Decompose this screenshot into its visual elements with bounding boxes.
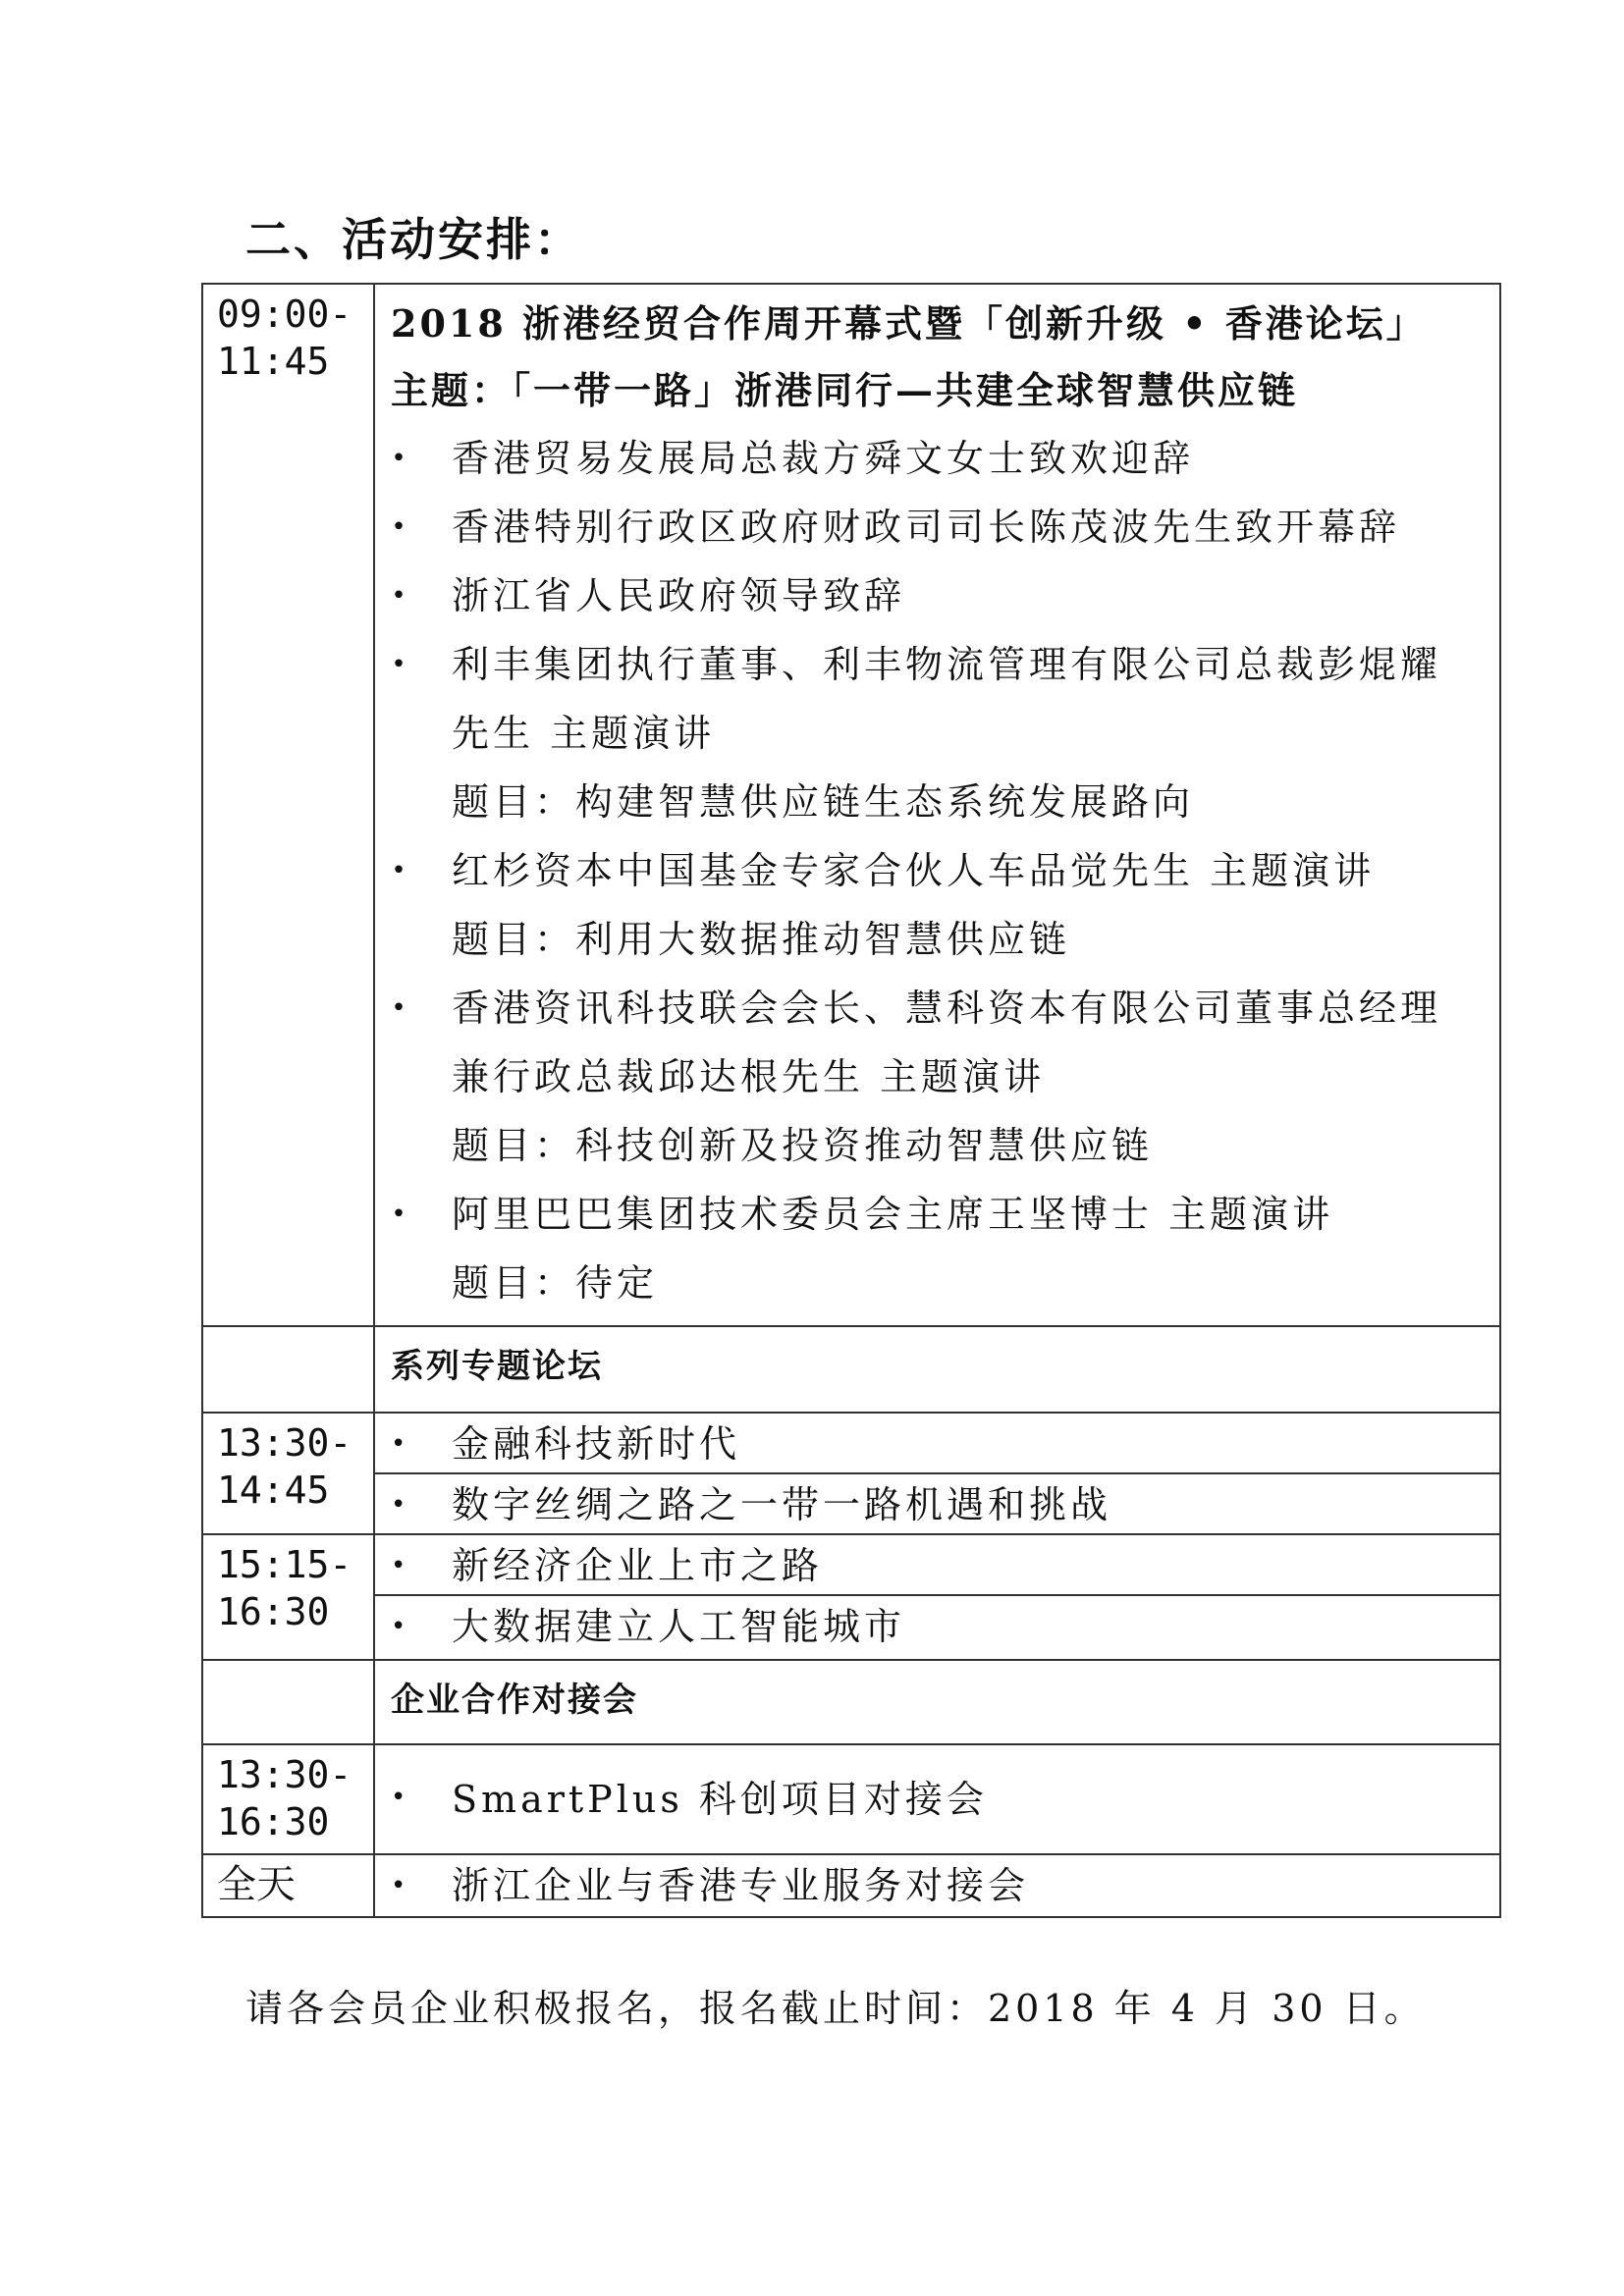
agenda-item-text: 浙江省人民政府领导致辞 [452,574,906,617]
opening-theme: 主题：「一带一路」浙港同行—共建全球智慧供应链 [391,368,1299,412]
forum-session-time-cell [202,1534,374,1660]
agenda-item [391,630,1488,836]
matchmaking-header-row [202,1660,1500,1744]
forum-group-title: 系列专题论坛 [391,1347,603,1386]
forum-session-row [202,1595,1500,1660]
agenda-item-text: 香港特别行政区政府财政司司长陈茂波先生致开幕辞 [452,506,1401,549]
registration-note: 请各会员企业积极报名，报名截止时间：2018 年 4 月 30 日。 [245,1987,1426,2030]
matchmaking-header-cell [374,1660,1500,1744]
bullet-icon: • [391,1783,410,1812]
bullet-icon: • [391,444,410,473]
agenda-item-text: 利丰集团执行董事、利丰物流管理有限公司总裁彭焜耀 [452,643,1442,686]
bullet-icon: • [391,581,410,611]
forum-item: 金融科技新时代 [452,1422,741,1466]
matchmaking-time: 全天 [217,1862,296,1907]
agenda-item-detail: 题目：构建智慧供应链生态系统发展路向 [452,780,1195,824]
forum-header-empty-cell [202,1326,374,1413]
matchmaking-time-cell [202,1854,374,1917]
bullet-icon: • [391,1871,410,1900]
agenda-item [391,974,1488,1180]
bullet-icon: • [391,1200,410,1229]
agenda-item-text: 红杉资本中国基金专家合伙人车品觉先生 主题演讲 [452,849,1376,892]
schedule-table [201,283,1501,1918]
bullet-icon: • [391,856,410,885]
forum-item: 新经济企业上市之路 [452,1544,824,1587]
bullet-icon: • [391,512,410,542]
agenda-item [391,424,1488,493]
agenda-item-text: 阿里巴巴集团技术委员会主席王坚博士 主题演讲 [452,1193,1334,1236]
forum-item-cell [374,1413,1500,1473]
agenda-item [391,561,1488,630]
matchmaking-item-cell [374,1744,1500,1854]
agenda-item-detail: 先生 主题演讲 [452,712,716,755]
forum-header-row [202,1326,1500,1413]
agenda-item [391,1180,1488,1317]
opening-time-cell [202,284,374,1326]
agenda-item-text: 香港资讯科技联会会长、慧科资本有限公司董事总经理 [452,987,1442,1030]
forum-item: 数字丝绸之路之一带一路机遇和挑战 [452,1483,1112,1526]
agenda-item [391,836,1488,974]
forum-item-cell [374,1473,1500,1534]
section-heading: 二、活动安排： [245,213,582,266]
forum-session-time: 13:30- 14:45 [217,1421,352,1512]
matchmaking-header-empty-cell [202,1660,374,1744]
bullet-icon: • [391,1551,410,1580]
forum-item-cell [374,1534,1500,1595]
forum-session-row [202,1473,1500,1534]
agenda-item-detail: 题目：待定 [452,1261,659,1305]
opening-row [202,284,1500,1326]
agenda-item-text: 香港贸易发展局总裁方舜文女士致欢迎辞 [452,437,1195,480]
opening-content-cell [374,284,1500,1326]
matchmaking-time-cell [202,1744,374,1854]
bullet-icon: • [391,1612,410,1641]
agenda-item-detail: 题目：利用大数据推动智慧供应链 [452,918,1071,961]
opening-agenda-list [391,424,1488,1317]
forum-session-time-cell [202,1413,374,1534]
agenda-item-detail: 题目：科技创新及投资推动智慧供应链 [452,1124,1154,1167]
opening-title: 2018 浙港经贸合作周开幕式暨「创新升级 • 香港论坛」 [391,301,1427,346]
forum-session-row [202,1413,1500,1473]
bullet-icon: • [391,1490,410,1520]
bullet-icon: • [391,650,410,679]
matchmaking-item-cell [374,1854,1500,1917]
matchmaking-group-title: 企业合作对接会 [391,1681,638,1720]
forum-header-cell [374,1326,1500,1413]
bullet-icon: • [391,993,410,1023]
matchmaking-item: SmartPlus 科创项目对接会 [452,1778,988,1821]
agenda-item-detail: 兼行政总裁邱达根先生 主题演讲 [452,1055,1046,1098]
agenda-item [391,493,1488,561]
opening-time: 09:00- 11:45 [217,293,352,383]
forum-item: 大数据建立人工智能城市 [452,1605,906,1648]
matchmaking-session-row [202,1744,1500,1854]
forum-session-time: 15:15- 16:30 [217,1543,352,1633]
matchmaking-session-row [202,1854,1500,1917]
forum-item-cell [374,1595,1500,1660]
forum-session-row [202,1534,1500,1595]
matchmaking-time: 13:30- 16:30 [217,1753,352,1843]
bullet-icon: • [391,1429,410,1459]
matchmaking-item: 浙江企业与香港专业服务对接会 [452,1864,1030,1907]
